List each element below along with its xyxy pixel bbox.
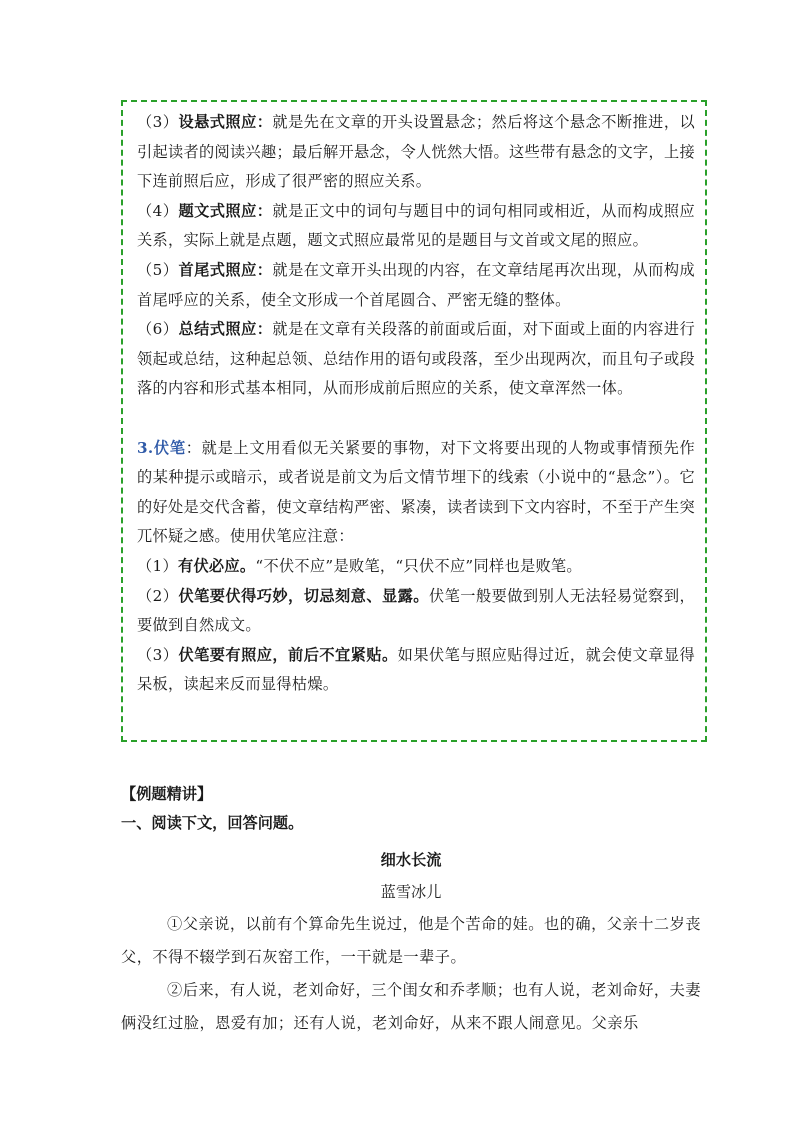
rule-heading: 有伏必应。 — [177, 556, 256, 575]
foreshadow-rule-2: （2）伏笔要伏得巧妙，切忌刻意、显露。伏笔一般要做到别人无法轻易觉察到，要做到自然成文。 — [137, 586, 695, 635]
notes-content — [137, 108, 695, 700]
article-title: 细水长流 — [380, 851, 442, 869]
foreshadow-heading: 3.伏笔 — [137, 438, 186, 457]
rule-heading: 伏笔要有照应，前后不宜紧贴。 — [178, 645, 398, 664]
term-heading: 设悬式照应： — [178, 113, 273, 131]
question-prompt: 一、阅读下文，回答问题。 — [121, 814, 304, 832]
rule-heading: 伏笔要伏得巧妙，切忌刻意、显露。 — [178, 586, 429, 605]
foreshadow-rule-1: （1）有伏必应。“不伏不应”是败笔，“只伏不应”同样也是败笔。 — [137, 556, 582, 575]
echo-type-3: （3）设悬式照应：就是先在文章的开头设置悬念；然后将这个悬念不断推进，以引起读者的阅读兴趣；最后解开悬念，令人恍然大悟。这些带有悬念的文字，上接下连前照后应，形成了很严密的照应关系。 — [137, 113, 695, 191]
term-heading: 题文式照应： — [178, 201, 273, 220]
echo-type-5: （5）首尾式照应：就是在文章开头出现的内容，在文章结尾再次出现，从而构成首尾呼应的关系，使全文形成一个首尾圆合、严密无缝的整体。 — [137, 260, 695, 309]
echo-type-4: （4）题文式照应：就是正文中的词句与题目中的词句相同或相近，从而构成照应关系，实际上就是点题，题文式照应最常见的是题目与文首或文尾的照应。 — [137, 201, 695, 250]
term-heading: 总结式照应： — [178, 320, 273, 339]
article-author: 蓝雪冰儿 — [380, 883, 442, 901]
echo-type-6: （6）总结式照应：就是在文章有关段落的前面或后面，对下面或上面的内容进行领起或总结，这种起总领、总结作用的语句或段落，至少出现两次，而且句子或段落的内容和形式基本相同，从而形成前后照应的关系，使文章浑然一体。 — [137, 320, 695, 398]
article-paragraph-2: ②后来，有人说，老刘命好，三个闺女和乔孝顺；也有人说，老刘命好，夫妻俩没红过脸，恩爱有加；还有人说，老刘命好，从来不跟人闹意见。父亲乐 — [121, 981, 701, 1032]
section-label: 【例题精讲】 — [121, 785, 213, 803]
foreshadow-rule-3: （3）伏笔要有照应，前后不宜紧贴。如果伏笔与照应贴得过近，就会使文章显得呆板，读起来反而显得枯燥。 — [137, 645, 695, 694]
example-section — [121, 780, 701, 1040]
term-heading: 首尾式照应： — [178, 260, 273, 279]
notes-box — [121, 100, 707, 742]
spacer — [137, 404, 695, 434]
foreshadow-definition: 3.伏笔：就是上文用看似无关紧要的事物，对下文将要出现的人物或事情预先作的某种提示或暗示，或者说是前文为后文情节埋下的线索（小说中的“悬念”）。它的好处是交代含蓄，使文章结构严密、紧凑，读者读到下文内容时，不至于产生突兀怀疑之感。使用伏笔应注意： — [137, 438, 695, 546]
article-paragraph-1: ①父亲说，以前有个算命先生说过，他是个苦命的娃。也的确，父亲十二岁丧父，不得不辍学到石灰窑工作，一干就是一辈子。 — [121, 915, 701, 966]
